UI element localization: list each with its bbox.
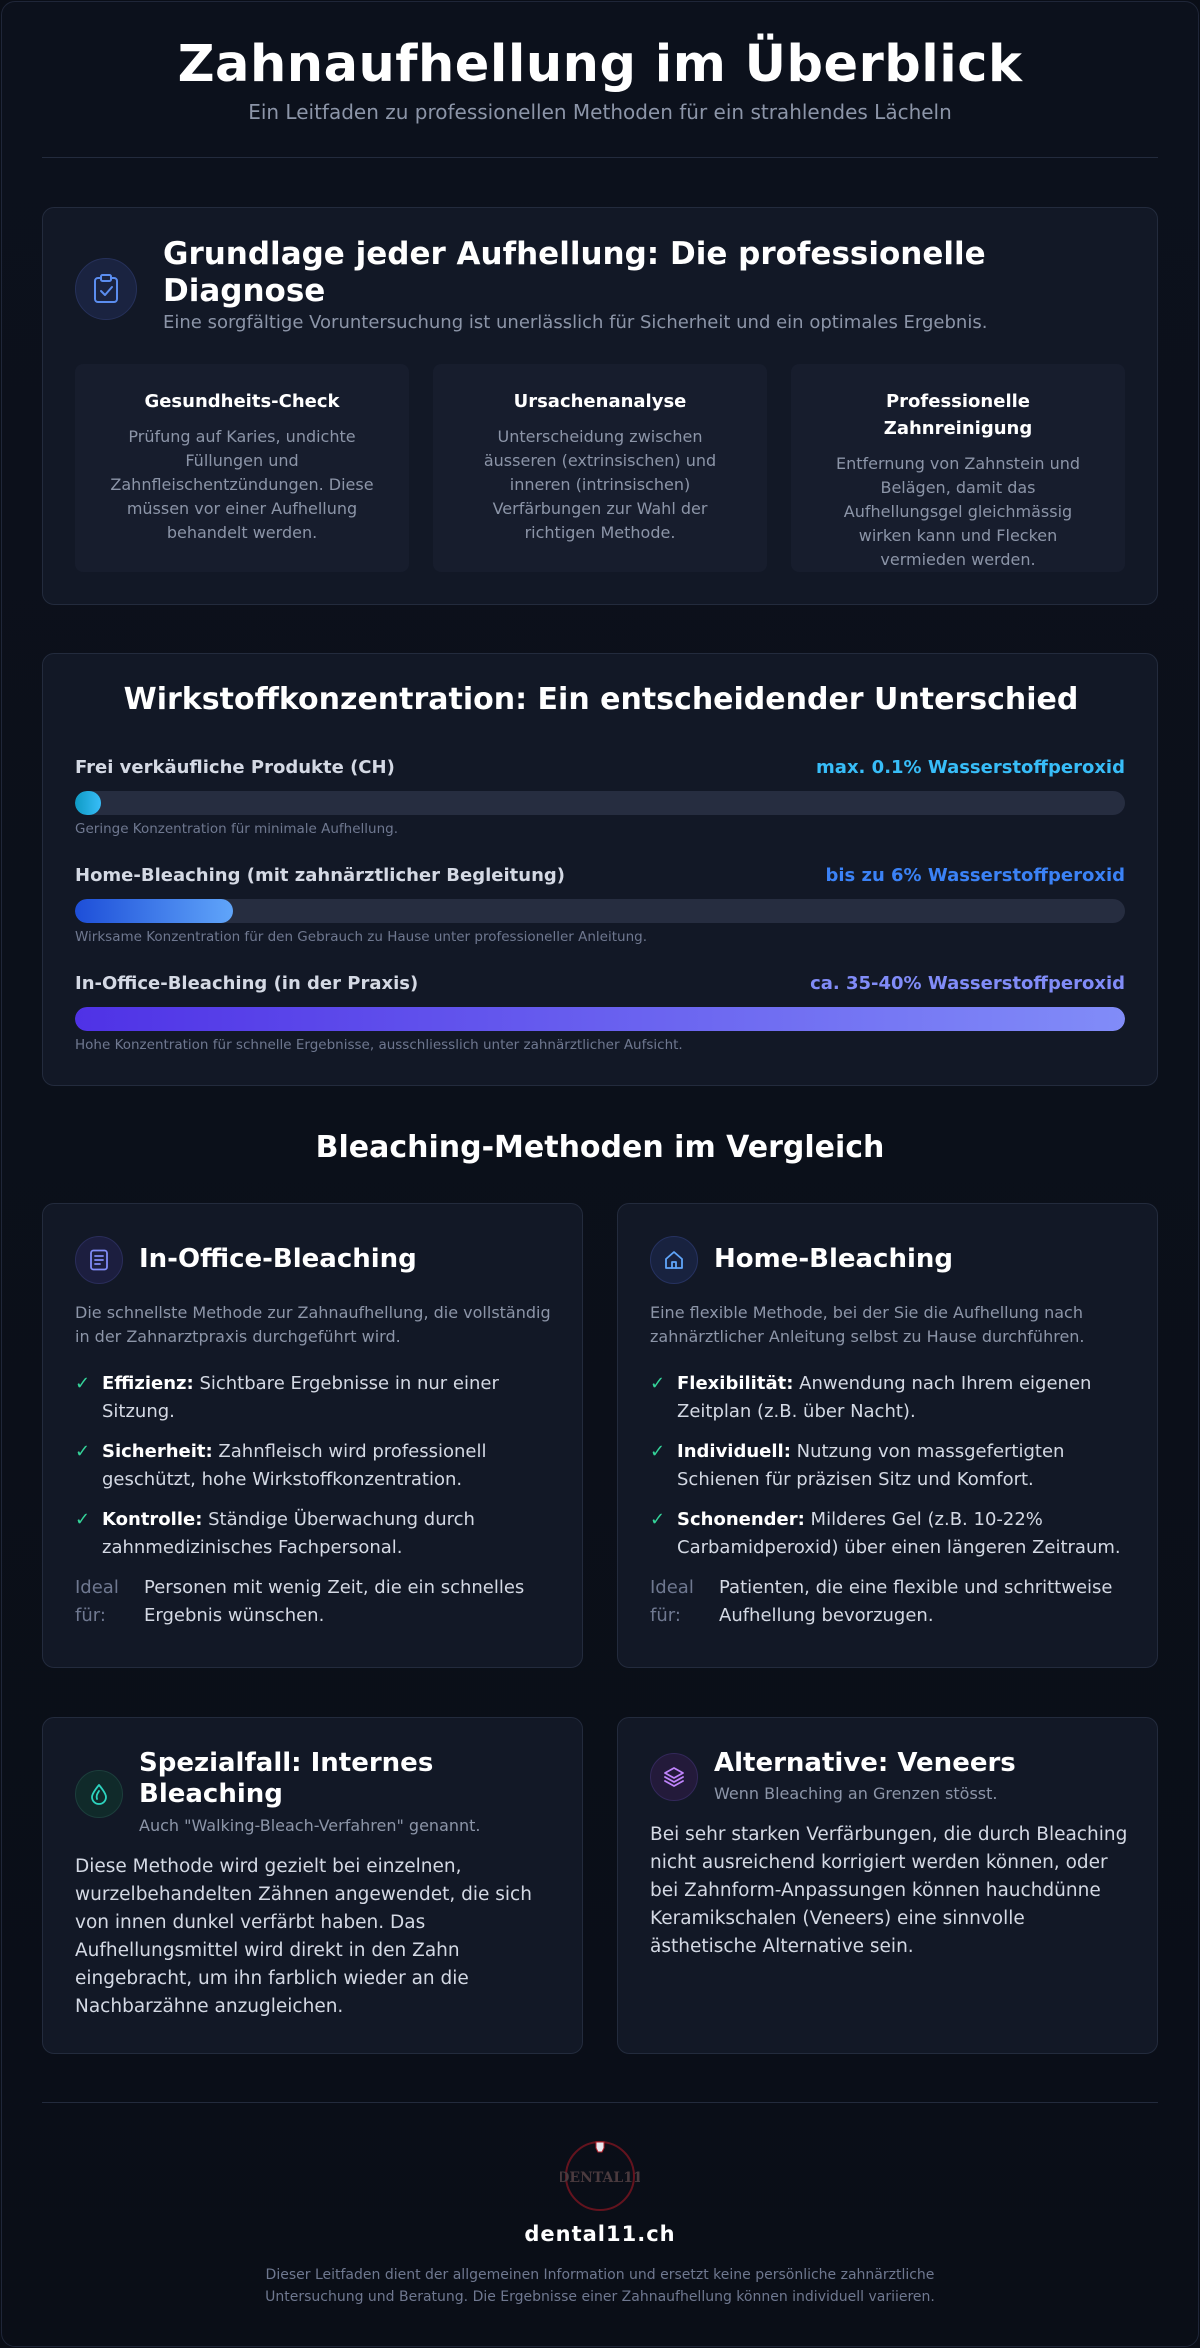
bar-label: Home-Bleaching (mit zahnärztlicher Begleitung) — [75, 865, 565, 886]
check-icon: ✓ — [75, 1441, 91, 1462]
ideal-for-text: Personen mit wenig Zeit, die ein schnelles Ergebnis wünschen. — [144, 1577, 525, 1626]
logo-text: DENTAL11 — [560, 2170, 640, 2186]
method-benefits-list — [650, 1370, 1130, 1574]
check-icon: ✓ — [75, 1373, 91, 1394]
step-text: Entfernung von Zahnstein und Belägen, damit das Aufhellungsgel gleichmässig wirken kann und Flecken vermieden werden. — [835, 454, 1081, 569]
bar-fill — [75, 791, 101, 815]
method-title: In-Office-Bleaching — [139, 1244, 417, 1274]
ideal-for-text: Patienten, die eine flexible und schrittweise Aufhellung bevorzugen. — [719, 1577, 1113, 1626]
comparison-title: Bleaching-Methoden im Vergleich — [315, 1130, 885, 1165]
bar-track — [75, 899, 1125, 923]
special-card-internal — [42, 1717, 583, 2054]
diagnosis-step-card — [791, 364, 1125, 572]
concentration-card — [42, 653, 1158, 1086]
concentration-title: Wirkstoffkonzentration: Ein entscheidender Unterschied — [123, 682, 1079, 717]
bar-note: Hohe Konzentration für schnelle Ergebnisse, ausschliesslich unter zahnärztlicher Aufsicht. — [75, 1037, 683, 1053]
bar-value: bis zu 6% Wasserstoffperoxid — [825, 865, 1125, 886]
bar-value: max. 0.1% Wasserstoffperoxid — [816, 757, 1125, 778]
page-header — [42, 34, 1158, 124]
divider — [42, 2102, 1158, 2103]
method-benefits-list — [75, 1370, 555, 1574]
benefit-item: ✓ Flexibilität: Anwendung nach Ihrem eigenen Zeitplan (z.B. über Nacht). — [650, 1370, 1130, 1426]
bar-note: Wirksame Konzentration für den Gebrauch zu Hause unter professioneller Anleitung. — [75, 929, 647, 945]
benefit-item: ✓ Kontrolle: Ständige Überwachung durch zahnmedizinisches Fachpersonal. — [75, 1506, 555, 1562]
step-title: Ursachenanalyse — [513, 391, 687, 412]
benefit-item: ✓ Sicherheit: Zahnfleisch wird professionell geschützt, hohe Wirkstoffkonzentration. — [75, 1438, 555, 1494]
step-title: Gesundheits-Check — [144, 391, 340, 412]
step-text: Prüfung auf Karies, undichte Füllungen und Zahnfleischentzündungen. Diese müssen vor einer Aufhellung behandelt werden. — [110, 427, 374, 542]
special-body: Diese Methode wird gezielt bei einzelnen, wurzelbehandelten Zähnen angewendet, die sich von innen dunkel verfärbt haben. Das Aufhellungsmittel wird direkt in den Zahn eingebracht, um ihn farblich wieder an die Nachbarzähne anzugleichen. — [75, 1856, 532, 2017]
drop-icon — [75, 1770, 123, 1818]
diagnosis-step-card — [433, 364, 767, 572]
bar-note: Geringe Konzentration für minimale Aufhellung. — [75, 821, 399, 837]
special-card-veneers — [617, 1717, 1158, 2054]
page-subtitle: Ein Leitfaden zu professionellen Methoden für ein strahlendes Lächeln — [248, 100, 952, 124]
method-card-home — [617, 1203, 1158, 1668]
step-title: Professionelle Zahnreinigung — [883, 391, 1033, 439]
special-title: Alternative: Veneers — [714, 1748, 1016, 1778]
diagnosis-step-card — [75, 364, 409, 572]
ideal-for-label: Ideal für: — [75, 1577, 119, 1626]
clipboard-check-icon — [75, 258, 137, 320]
benefit-item: ✓ Effizienz: Sichtbare Ergebnisse in nur einer Sitzung. — [75, 1370, 555, 1426]
layers-icon — [650, 1753, 698, 1801]
method-description: Eine flexible Methode, bei der Sie die Aufhellung nach zahnärztlicher Anleitung selbst zu Hause durchführen. — [650, 1303, 1085, 1346]
home-icon — [650, 1236, 698, 1284]
bar-track — [75, 1007, 1125, 1031]
benefit-item: ✓ Schonender: Milderes Gel (z.B. 10-22% Carbamidperoxid) über einen längeren Zeitraum. — [650, 1506, 1130, 1562]
benefit-item: ✓ Individuell: Nutzung von massgefertigten Schienen für präzisen Sitz und Komfort. — [650, 1438, 1130, 1494]
check-icon: ✓ — [650, 1509, 666, 1530]
diagnosis-subtitle: Eine sorgfältige Voruntersuchung ist unerlässlich für Sicherheit und ein optimales Ergebnis. — [163, 312, 988, 333]
special-subtitle: Auch "Walking-Bleach-Verfahren" genannt. — [139, 1816, 481, 1835]
bar-label: Frei verkäufliche Produkte (CH) — [75, 757, 395, 778]
special-subtitle: Wenn Bleaching an Grenzen stösst. — [714, 1784, 998, 1803]
bar-fill — [75, 899, 233, 923]
dental11-logo — [560, 2136, 640, 2212]
bar-label: In-Office-Bleaching (in der Praxis) — [75, 973, 419, 994]
bar-value: ca. 35-40% Wasserstoffperoxid — [810, 973, 1125, 994]
ideal-for-label: Ideal für: — [650, 1577, 694, 1626]
bar-track — [75, 791, 1125, 815]
step-text: Unterscheidung zwischen äusseren (extrinsischen) und inneren (intrinsischen) Verfärbungen zur Wahl der richtigen Methode. — [483, 427, 717, 542]
document-list-icon — [75, 1236, 123, 1284]
special-body: Bei sehr starken Verfärbungen, die durch Bleaching nicht ausreichend korrigiert werden können, oder bei Zahnform-Anpassungen können hauchdünne Keramikschalen (Veneers) eine sinnvolle ästhetische Alternative sein. — [650, 1824, 1128, 1957]
method-title: Home-Bleaching — [714, 1244, 954, 1274]
method-description: Die schnellste Methode zur Zahnaufhellung, die vollständig in der Zahnarztpraxis durchgeführt wird. — [75, 1303, 551, 1346]
diagnosis-card — [42, 207, 1158, 605]
page-title: Zahnaufhellung im Überblick — [177, 35, 1023, 94]
method-card-in-office — [42, 1203, 583, 1668]
divider — [42, 157, 1158, 158]
check-icon: ✓ — [75, 1509, 91, 1530]
special-title: Spezialfall: Internes Bleaching — [139, 1748, 434, 1809]
check-icon: ✓ — [650, 1373, 666, 1394]
diagnosis-title: Grundlage jeder Aufhellung: Die professionelle Diagnose — [163, 236, 986, 309]
footer-disclaimer: Dieser Leitfaden dient der allgemeinen Information und ersetzt keine persönliche zahnärztliche Untersuchung und Beratung. Die Ergebnisse einer Zahnaufhellung können individuell variieren. — [265, 2267, 935, 2305]
bar-fill — [75, 1007, 1125, 1031]
footer-url[interactable]: dental11.ch — [524, 2222, 676, 2246]
check-icon: ✓ — [650, 1441, 666, 1462]
